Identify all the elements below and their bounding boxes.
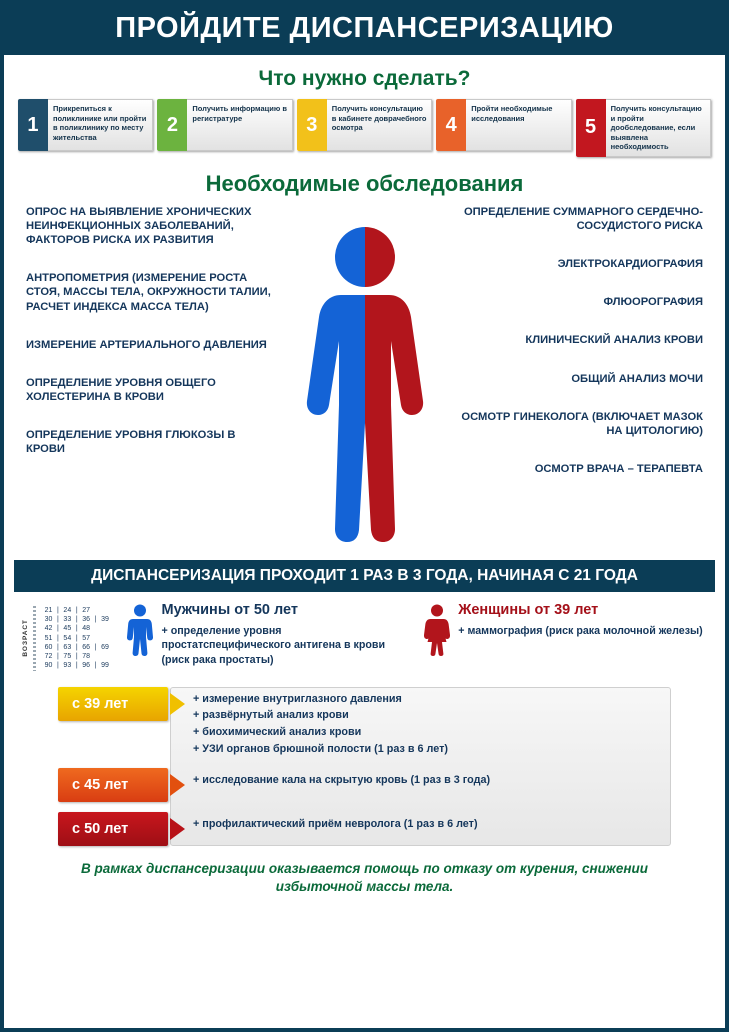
exam-item: ОПРЕДЕЛЕНИЕ УРОВНЯ ОБЩЕГО ХОЛЕСТЕРИНА В КРОВИ <box>26 376 216 403</box>
woman-icon <box>424 602 452 671</box>
men-title: Мужчины от 50 лет <box>161 601 299 618</box>
step-text: Прикрепиться к поликлинике или пройти в поликлинику по месту жительства <box>48 99 153 151</box>
age-value: 48 <box>82 625 91 633</box>
section-title: Необходимые обследования <box>205 170 524 196</box>
age-value: 72 <box>44 653 53 661</box>
men-block <box>113 602 410 671</box>
age-card-item: + исследование кала на скрытую кровь (1 раз в 3 года) <box>193 773 491 786</box>
age-value: 51 <box>44 634 53 642</box>
step-number: 5 <box>576 99 606 157</box>
age-card-item: + УЗИ органов брюшной полости (1 раз в 6 лет) <box>193 742 448 755</box>
age-card-row[interactable] <box>58 768 671 802</box>
step-item[interactable] <box>18 99 153 151</box>
step-item[interactable] <box>157 99 292 151</box>
age-card-row[interactable] <box>58 812 671 846</box>
age-card-tag[interactable]: с 45 лет <box>58 768 168 802</box>
step-number: 3 <box>297 99 327 151</box>
arrow-icon <box>170 818 185 840</box>
age-value: 45 <box>63 625 72 633</box>
exam-item: ОПРЕДЕЛЕНИЕ УРОВНЯ ГЛЮКОЗЫ В КРОВИ <box>26 428 236 456</box>
age-value: 21 <box>44 606 53 614</box>
age-card-items <box>185 812 486 833</box>
age-value: 78 <box>82 653 91 661</box>
age-value: 42 <box>44 625 53 633</box>
age-value: 33 <box>63 616 72 624</box>
step-number: 1 <box>18 99 48 151</box>
human-figure-icon <box>295 209 435 554</box>
age-value: 96 <box>82 662 91 670</box>
age-card-row[interactable] <box>58 687 671 758</box>
age-value: 75 <box>63 653 72 661</box>
age-value: 66 <box>82 643 91 651</box>
age-card-item: + биохимический анализ крови <box>193 726 362 739</box>
step-text: Получить консультацию и пройти дообследование, если выявлена необходимость <box>606 99 711 157</box>
men-text: + определение уровня простатспецифического антигена в крови (риск рака простаты) <box>161 624 386 666</box>
age-value: 24 <box>63 606 72 614</box>
men-body <box>155 602 410 671</box>
age-value: 69 <box>101 643 109 651</box>
age-value: 27 <box>82 606 91 614</box>
step-number: 2 <box>157 99 187 151</box>
age-values: 21 | 24 | 27 30 | 33 | 36 | 39 42 | 45 | 48 51 | 54 | 57 60 | 63 | 66 | 69 72 | 75 | 78 90 | 93 | 96 | 99 <box>40 606 113 671</box>
age-value: 99 <box>101 662 109 670</box>
age-scale-bar <box>33 606 36 671</box>
age-value: 57 <box>82 634 91 642</box>
women-block <box>410 602 707 671</box>
step-item[interactable] <box>297 99 432 151</box>
exam-item: ФЛЮОРОГРАФИЯ <box>603 296 703 309</box>
age-card-item: + развёрнутый анализ крови <box>193 709 349 722</box>
age-card-items <box>185 768 498 789</box>
age-value: 54 <box>63 634 72 642</box>
step-item[interactable] <box>576 99 711 157</box>
age-card-tag[interactable]: с 39 лет <box>58 687 168 721</box>
arrow-icon <box>170 693 185 715</box>
women-text: + маммография (риск рака молочной железы) <box>458 624 703 637</box>
age-card-item: + измерение внутриглазного давления <box>193 692 402 705</box>
age-value: 36 <box>82 616 91 624</box>
exam-item: ОПРЕДЕЛЕНИЕ СУММАРНОГО СЕРДЕЧНО-СОСУДИСТОГО РИСКА <box>463 205 703 233</box>
exam-item: ИЗМЕРЕНИЕ АРТЕРИАЛЬНОГО ДАВЛЕНИЯ <box>26 338 267 351</box>
subtitle: Что нужно сделать? <box>258 67 471 90</box>
age-card-tag[interactable]: с 50 лет <box>58 812 168 846</box>
age-value: 39 <box>101 616 109 624</box>
page-title: ПРОЙДИТЕ ДИСПАНСЕРИЗАЦИЮ <box>4 4 725 55</box>
exams-section <box>4 205 725 554</box>
gender-section <box>4 592 725 671</box>
exam-item: ОСМОТР ГИНЕКОЛОГА (ВКЛЮЧАЕТ МАЗОК НА ЦИТОЛОГИЮ) <box>461 410 703 437</box>
step-text: Пройти необходимые исследования <box>466 99 571 151</box>
age-card-item: + профилактический приём невролога (1 раз в 6 лет) <box>193 817 478 830</box>
exam-item: АНТРОПОМЕТРИЯ (ИЗМЕРЕНИЕ РОСТА СТОЯ, МАССЫ ТЕЛА, ОКРУЖНОСТИ ТАЛИИ, РАСЧЕТ ИНДЕКСА МАССА ТЕЛА) <box>26 272 271 313</box>
age-card-items <box>185 687 456 758</box>
step-item[interactable] <box>436 99 571 151</box>
exam-item: ЭЛЕКТРОКАРДИОГРАФИЯ <box>557 258 703 271</box>
women-title: Женщины от 39 лет <box>458 601 599 618</box>
step-text: Получить консультацию в кабинете доврачебного осмотра <box>327 99 432 151</box>
steps-row <box>4 99 725 157</box>
step-number: 4 <box>436 99 466 151</box>
age-cards-section <box>58 687 671 846</box>
exam-item: ОПРОС НА ВЫЯВЛЕНИЕ ХРОНИЧЕСКИХ НЕИНФЕКЦИОННЫХ ЗАБОЛЕВАНИЙ, ФАКТОРОВ РИСКА ИХ РАЗВИТИЯ <box>26 205 252 247</box>
body-figure <box>274 205 455 554</box>
age-value: 63 <box>63 643 72 651</box>
arrow-icon <box>170 774 185 796</box>
age-value: 90 <box>44 662 53 670</box>
age-value: 93 <box>63 662 72 670</box>
age-scale-label: ВОЗРАСТ <box>22 619 29 658</box>
exam-item: ОСМОТР ВРАЧА – ТЕРАПЕВТА <box>534 462 703 475</box>
age-value: 60 <box>44 643 53 651</box>
step-text: Получить информацию в регистратуре <box>187 99 292 151</box>
women-body <box>452 602 702 671</box>
exam-item: ОБЩИЙ АНАЛИЗ МОЧИ <box>571 372 703 385</box>
man-icon <box>127 602 155 671</box>
age-scale <box>22 602 113 671</box>
age-value: 30 <box>44 616 53 624</box>
frequency-band: ДИСПАНСЕРИЗАЦИЯ ПРОХОДИТ 1 РАЗ В 3 ГОДА, НАЧИНАЯ С 21 ГОДА <box>14 560 715 592</box>
exams-right-column <box>455 205 703 554</box>
exam-item: КЛИНИЧЕСКИЙ АНАЛИЗ КРОВИ <box>525 334 703 347</box>
footer-note: В рамках диспансеризации оказывается помощь по отказу от курения, снижении избыточной массы тела. <box>81 860 648 895</box>
exams-left-column <box>26 205 274 554</box>
